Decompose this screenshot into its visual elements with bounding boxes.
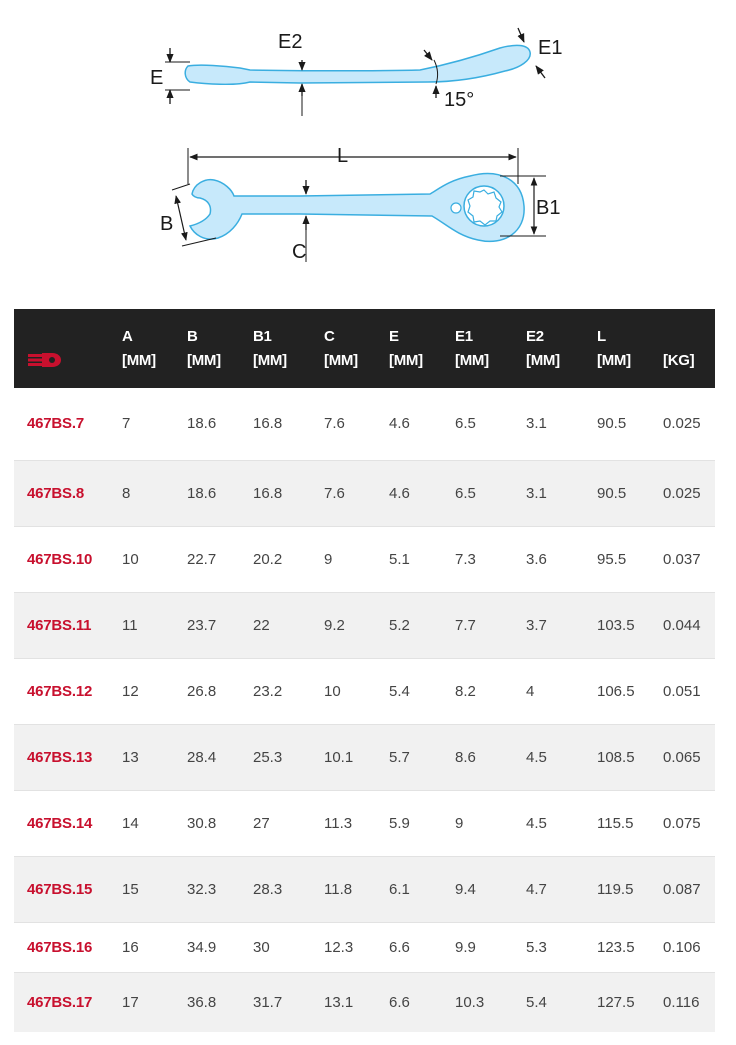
table-cell: 0.051 <box>663 658 715 724</box>
table-cell: 13.1 <box>324 972 389 1032</box>
table-cell: 10.1 <box>324 724 389 790</box>
dim-c <box>292 180 306 263</box>
column-header <box>187 309 253 388</box>
column-header <box>526 309 597 388</box>
label-e1: E1 <box>538 37 563 59</box>
table-cell: 15 <box>122 856 187 922</box>
table-cell: 7.6 <box>324 460 389 526</box>
table-cell: 5.3 <box>526 922 597 972</box>
table-cell: 3.1 <box>526 460 597 526</box>
product-reference[interactable]: 467BS.7 <box>27 415 84 433</box>
table-cell: 10 <box>324 658 389 724</box>
table-cell: 16.8 <box>253 460 324 526</box>
table-row[interactable] <box>14 526 715 592</box>
table-cell: 6.6 <box>389 922 455 972</box>
column-header-name <box>663 325 715 349</box>
column-header <box>663 309 715 388</box>
dim-e <box>150 48 190 104</box>
table-cell: 5.4 <box>389 658 455 724</box>
table-row[interactable] <box>14 658 715 724</box>
table-cell: 30.8 <box>187 790 253 856</box>
table-cell: 9.4 <box>455 856 526 922</box>
table-cell: 10.3 <box>455 972 526 1032</box>
table-cell: 22 <box>253 592 324 658</box>
table-cell: 28.4 <box>187 724 253 790</box>
column-header <box>122 309 187 388</box>
table-cell: 7.7 <box>455 592 526 658</box>
table-cell: 4.6 <box>389 415 410 433</box>
table-cell: 0.087 <box>663 856 715 922</box>
product-reference[interactable]: 467BS.8 <box>14 460 122 526</box>
table-cell: 7.3 <box>455 526 526 592</box>
column-header <box>597 309 663 388</box>
column-header-name: E2 <box>526 327 544 345</box>
table-cell: 95.5 <box>597 526 663 592</box>
column-header <box>389 309 455 388</box>
table-cell: 3.7 <box>526 592 597 658</box>
product-reference[interactable]: 467BS.16 <box>14 922 122 972</box>
table-row[interactable] <box>14 922 715 972</box>
table-cell: 0.116 <box>663 972 715 1032</box>
table-cell: 127.5 <box>597 972 663 1032</box>
table-cell: 17 <box>122 972 187 1032</box>
table-cell: 13 <box>122 724 187 790</box>
table-cell: 14 <box>122 790 187 856</box>
product-reference[interactable]: 467BS.13 <box>14 724 122 790</box>
table-cell: 0.044 <box>663 592 715 658</box>
table-row[interactable] <box>14 856 715 922</box>
product-reference[interactable]: 467BS.10 <box>14 526 122 592</box>
table-row[interactable] <box>14 790 715 856</box>
table-cell: 11.8 <box>324 856 389 922</box>
table-cell: 23.2 <box>253 658 324 724</box>
table-cell: 25.3 <box>253 724 324 790</box>
table-cell: 32.3 <box>187 856 253 922</box>
column-header-name: E1 <box>455 327 473 345</box>
table-cell: 8.2 <box>455 658 526 724</box>
table-cell: 18.6 <box>187 415 217 433</box>
label-e: E <box>150 67 164 89</box>
product-reference[interactable]: 467BS.17 <box>14 972 122 1032</box>
table-cell: 4.5 <box>526 790 597 856</box>
product-reference[interactable]: 467BS.11 <box>14 592 122 658</box>
table-cell: 115.5 <box>597 790 663 856</box>
table-cell: 4.7 <box>526 856 597 922</box>
table-cell: 7.6 <box>324 415 345 433</box>
table-cell: 8 <box>122 460 187 526</box>
table-cell: 4 <box>526 658 597 724</box>
table-cell: 27 <box>253 790 324 856</box>
label-l: L <box>337 145 349 167</box>
table-cell: 18.6 <box>187 460 253 526</box>
table-cell: 34.9 <box>187 922 253 972</box>
product-reference[interactable]: 467BS.14 <box>14 790 122 856</box>
table-cell: 4.5 <box>526 724 597 790</box>
table-cell: 4.6 <box>389 460 455 526</box>
column-header-name: A <box>122 327 133 345</box>
table-row[interactable] <box>14 388 715 460</box>
table-cell: 23.7 <box>187 592 253 658</box>
table-cell: 0.025 <box>663 460 715 526</box>
column-header-unit: [MM] <box>526 351 560 369</box>
table-cell: 30 <box>253 922 324 972</box>
column-header <box>455 309 526 388</box>
table-cell: 6.5 <box>455 415 476 433</box>
table-cell: 12 <box>122 658 187 724</box>
table-cell: 31.7 <box>253 972 324 1032</box>
column-header <box>324 309 389 388</box>
column-header-name: C <box>324 327 335 345</box>
table-cell: 16 <box>122 922 187 972</box>
table-cell: 8.6 <box>455 724 526 790</box>
table-header-row <box>14 309 715 388</box>
table-cell: 28.3 <box>253 856 324 922</box>
label-angle: 15° <box>444 89 475 111</box>
table-cell: 26.8 <box>187 658 253 724</box>
label-b: B <box>160 213 174 235</box>
table-cell: 108.5 <box>597 724 663 790</box>
table-cell: 0.065 <box>663 724 715 790</box>
table-cell: 0.106 <box>663 922 715 972</box>
table-cell: 7 <box>122 415 131 433</box>
table-cell: 11.3 <box>324 790 389 856</box>
table-cell: 90.5 <box>597 415 627 433</box>
table-cell: 0.037 <box>663 526 715 592</box>
table-cell: 5.4 <box>526 972 597 1032</box>
table-cell: 5.7 <box>389 724 455 790</box>
column-header <box>253 309 324 388</box>
table-cell: 119.5 <box>597 856 663 922</box>
table-row[interactable] <box>14 724 715 790</box>
table-cell: 0.025 <box>663 415 701 433</box>
table-row[interactable] <box>14 592 715 658</box>
table-cell: 106.5 <box>597 658 663 724</box>
table-cell: 12.3 <box>324 922 389 972</box>
table-cell: 3.6 <box>526 526 597 592</box>
table-cell: 5.2 <box>389 592 455 658</box>
table-cell: 10 <box>122 526 187 592</box>
table-cell: 123.5 <box>597 922 663 972</box>
table-cell: 16.8 <box>253 415 283 433</box>
wrench-dimension-diagram <box>0 0 736 300</box>
column-header-name: L <box>597 327 606 345</box>
product-reference[interactable]: 467BS.12 <box>14 658 122 724</box>
table-cell: 5.9 <box>389 790 455 856</box>
column-header-name: B1 <box>253 327 272 345</box>
label-e2: E2 <box>278 31 303 53</box>
table-cell: 9.2 <box>324 592 389 658</box>
table-cell: 6.6 <box>389 972 455 1032</box>
table-cell: 9.9 <box>455 922 526 972</box>
column-header-unit: [MM] <box>597 351 631 369</box>
column-header-unit: [MM] <box>253 351 287 369</box>
table-cell: 0.075 <box>663 790 715 856</box>
column-header-name: B <box>187 327 198 345</box>
wrench-top-view <box>190 174 524 242</box>
table-cell: 6.5 <box>455 460 526 526</box>
table-cell: 9 <box>455 790 526 856</box>
table-row[interactable] <box>14 460 715 526</box>
table-cell: 103.5 <box>597 592 663 658</box>
column-header-unit: [MM] <box>187 351 221 369</box>
table-cell: 22.7 <box>187 526 253 592</box>
table-cell: 90.5 <box>597 460 663 526</box>
table-cell: 11 <box>122 592 187 658</box>
column-header-unit: [MM] <box>455 351 489 369</box>
column-header-unit: [MM] <box>324 351 358 369</box>
column-header-name: E <box>389 327 399 345</box>
table-row[interactable] <box>14 972 715 1032</box>
table-cell: 20.2 <box>253 526 324 592</box>
column-header-unit: [KG] <box>663 351 695 369</box>
table-cell: 3.1 <box>526 415 547 433</box>
product-reference[interactable]: 467BS.15 <box>14 856 122 922</box>
label-c: C <box>292 241 307 263</box>
facom-logo-icon <box>28 352 62 368</box>
table-cell: 5.1 <box>389 526 455 592</box>
table-cell: 9 <box>324 526 389 592</box>
logo-header-cell <box>14 309 122 388</box>
specification-table <box>14 309 715 1032</box>
wrench-side-view <box>185 45 530 84</box>
table-cell: 6.1 <box>389 856 455 922</box>
label-b1: B1 <box>536 197 561 219</box>
column-header-unit: [MM] <box>389 351 423 369</box>
column-header-unit: [MM] <box>122 351 156 369</box>
table-cell: 36.8 <box>187 972 253 1032</box>
